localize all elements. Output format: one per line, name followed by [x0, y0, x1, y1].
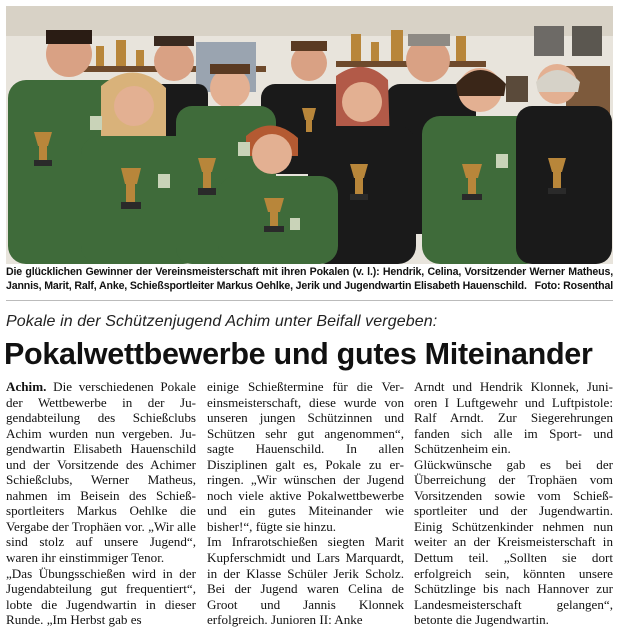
article-paragraph: einige Schießtermine für die Vereinsmeisterschaft, diese wurde von unseren jungen Schützinnen und Schützen sehr gut angenommen“, sagte Hauenschild. In allen Disziplinen galt es, Pokale zu erringen. „Wir wünschen der Jugend noch viele aktive Pokalwettbewerbe und ein gutes Miteinander wie bisher!“, fügte sie hinzu. — [207, 379, 404, 534]
article-column-3 — [414, 379, 613, 628]
article-paragraph — [6, 379, 196, 566]
group-photo — [6, 6, 613, 264]
caption-text: Die glücklichen Gewinner der Vereinsmeisterschaft mit ihren Pokalen (v. l.): Hendrik, Celina, Vorsitzender Werner Matheus, Jannis, Marit, Ralf, Anke, Schießsportleiter Markus Oehlke, Jerik und Jugendwartin Elisabeth Hauenschild. — [6, 266, 613, 292]
paragraph-text: Die verschiedenen Pokale der Wettbewerbe in der Jugendabteilung des Schießclubs Achim wurden nun vergeben. Jugendwartin Elisabeth Hauenschild und der Vorsitzende des Achimer Schießclubs, Werner Matheus, nahmen im Beisein des Schießsportleiters Markus Oehlke die Vergabe der Trophäen vor. „Wir alle sind stolz auf unsere Jugend“, waren ihr einstimmiger Tenor. — [6, 379, 196, 566]
article-column-1 — [6, 379, 196, 628]
article-column-2 — [207, 379, 404, 628]
article-paragraph: „Das Übungsschießen wird in der Jugendabteilung gut frequentiert“, lobte die Jugendwartin in dieser Runde. „Im Herbst gab es — [6, 565, 196, 628]
headline: Pokalwettbewerbe und gutes Miteinander — [4, 337, 593, 371]
photo-caption — [6, 265, 613, 293]
article-paragraph: Arndt und Hendrik Klonnek, Junioren I Luftgewehr und Luftpistole: Ralf Arndt. Zur Siegerehrungen fanden sich alle im Sport- und Schützenheim ein. — [414, 379, 613, 457]
article-paragraph: Im Infrarotschießen siegten Marit Kupferschmidt und Lars Marquardt, in der Klasse Schüler Jerik Scholz. Bei der Jugend waren Celina de Groot und Jannis Klonnek erfolgreich. Junioren II: Anke — [207, 534, 404, 628]
article-paragraph: Glückwünsche gab es bei der Überreichung der Trophäen vom Vorsitzenden sowie vom Schießsportleiter und der Jugendwartin. Einig Schützenkinder nehmen nun weiter an der Kreismeisterschaft in Dettum teil. „Sollten sie dort erfolgreich sein, könnten unsere Schützlinge bis nach Hannover zur Landesmeisterschaft gelangen“, betonte die Jugendwartin. — [414, 456, 613, 628]
photo-credit: Foto: Rosenthal — [534, 280, 613, 292]
kicker: Pokale in der Schützenjugend Achim unter Beifall vergeben: — [6, 313, 438, 330]
divider — [6, 300, 613, 301]
dateline: Achim. — [6, 379, 47, 394]
